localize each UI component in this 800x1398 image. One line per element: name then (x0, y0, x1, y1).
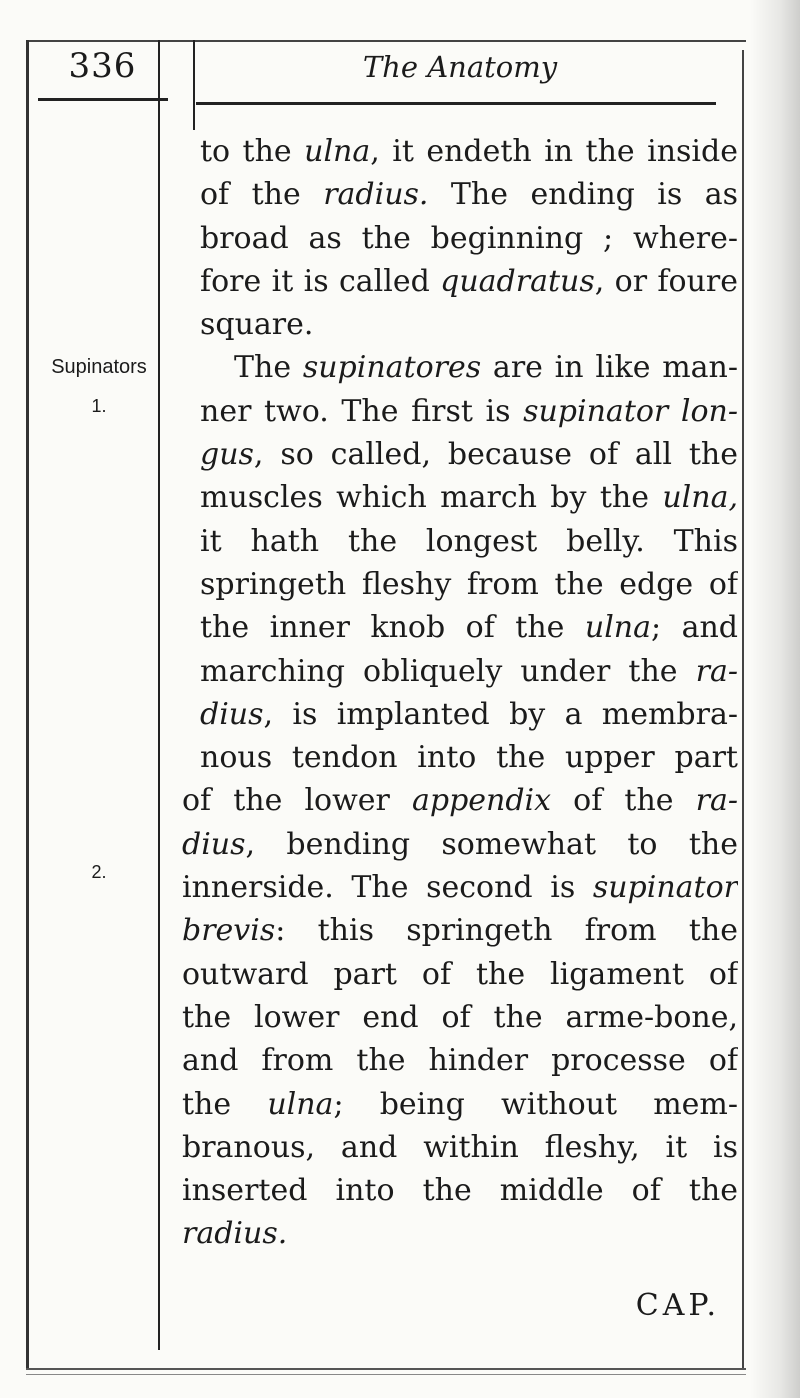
margin-column-rule (158, 40, 160, 1350)
text-run: : this springeth from the (275, 913, 738, 949)
text-run: of the (200, 177, 324, 213)
running-head-underline (196, 102, 716, 105)
text-run: ner two. The first is (200, 393, 524, 429)
text-run: the lower end of the arme-bone, (182, 999, 738, 1035)
text-line (172, 866, 738, 909)
text-line (172, 260, 738, 303)
text-line (172, 953, 738, 996)
text-line (172, 736, 738, 779)
text-run: of the (551, 783, 696, 819)
italic-term: ulna (267, 1086, 334, 1122)
text-line (172, 173, 738, 216)
text-run: the (182, 1086, 268, 1122)
italic-term: supinator (592, 870, 738, 906)
italic-term: brevis (182, 913, 276, 949)
text-run: The ending is as (428, 177, 738, 213)
page-edge-shadow (750, 0, 800, 1398)
text-line (172, 606, 738, 649)
frame-bottom-rule (26, 1368, 746, 1370)
italic-term: ulna (584, 610, 651, 646)
text-run: , or foure (594, 263, 738, 299)
text-run: branous, and within fleshy, it is (182, 1129, 738, 1165)
text-run: broad as the beginning ; where- (200, 220, 738, 256)
text-line (172, 130, 738, 173)
body-text (172, 130, 738, 1256)
italic-term: ulna, (662, 480, 738, 516)
margin-note-marker-1: 1. (91, 396, 107, 416)
frame-bottom-rule-inner (26, 1374, 746, 1375)
text-line (172, 996, 738, 1039)
text-run: to the (200, 134, 305, 169)
text-run: square. (200, 307, 314, 343)
text-run: , it endeth in the inside (370, 134, 738, 169)
text-run: of the lower (182, 783, 412, 819)
text-line (172, 476, 738, 519)
page-number: 336 (68, 46, 137, 86)
italic-term: dius (182, 826, 246, 862)
text-run: the inner knob of the (200, 610, 585, 646)
text-line (172, 346, 738, 389)
header-divider-rule (193, 40, 195, 130)
text-line (172, 1126, 738, 1169)
frame-left-rule (26, 40, 29, 1370)
frame-top-rule (26, 40, 746, 42)
text-line (172, 779, 738, 822)
text-line (172, 909, 738, 952)
margin-note-supinators: Supinators (51, 356, 147, 378)
text-line (172, 1083, 738, 1126)
text-run: fore it is called (200, 263, 441, 299)
text-line (172, 1212, 738, 1255)
italic-term: quadratus (440, 263, 595, 299)
text-run: , so called, because of all the (253, 437, 738, 473)
text-run: inserted into the middle of the (182, 1173, 738, 1209)
text-line (172, 823, 738, 866)
text-run: marching obliquely under the (200, 653, 696, 689)
text-run: , bending somewhat to the (245, 826, 738, 862)
italic-term: radius. (182, 1216, 288, 1252)
text-run: springeth fleshy from the edge of (200, 566, 738, 602)
italic-term: ra- (695, 653, 738, 689)
italic-term: radius. (323, 177, 429, 213)
text-run: , is implanted by a membra- (263, 696, 738, 732)
text-line (172, 1039, 738, 1082)
italic-term: dius (200, 696, 264, 732)
text-run: nous tendon into the upper part (200, 740, 738, 776)
text-run: ; being without mem- (333, 1086, 738, 1122)
text-line (172, 520, 738, 563)
text-line (172, 1169, 738, 1212)
text-line (172, 217, 738, 260)
text-run: ; and (651, 610, 738, 646)
text-run: The (234, 350, 303, 386)
text-run: outward part of the ligament of (182, 956, 738, 992)
text-line (172, 563, 738, 606)
text-line (172, 390, 738, 433)
text-line (172, 433, 738, 476)
frame-right-rule (742, 50, 744, 1370)
text-run: muscles which march by the (200, 480, 663, 516)
italic-term: ra- (695, 783, 738, 819)
italic-term: supinatores (302, 350, 482, 386)
italic-term: supinator lon- (523, 393, 738, 429)
text-line (172, 650, 738, 693)
italic-term: ulna (304, 134, 371, 169)
running-head: The Anatomy (362, 50, 558, 84)
text-line (172, 693, 738, 736)
text-run: it hath the longest belly. This (200, 523, 738, 559)
text-run: and from the hinder processe of (182, 1043, 738, 1079)
text-line (172, 303, 738, 346)
margin-note-marker-2: 2. (91, 862, 107, 882)
italic-term: appendix (411, 783, 552, 819)
page-number-underline (38, 98, 168, 101)
text-run: innerside. The second is (182, 870, 593, 906)
italic-term: gus (200, 437, 254, 473)
catchword: CAP. (635, 1288, 720, 1323)
text-run: are in like man- (481, 350, 738, 386)
